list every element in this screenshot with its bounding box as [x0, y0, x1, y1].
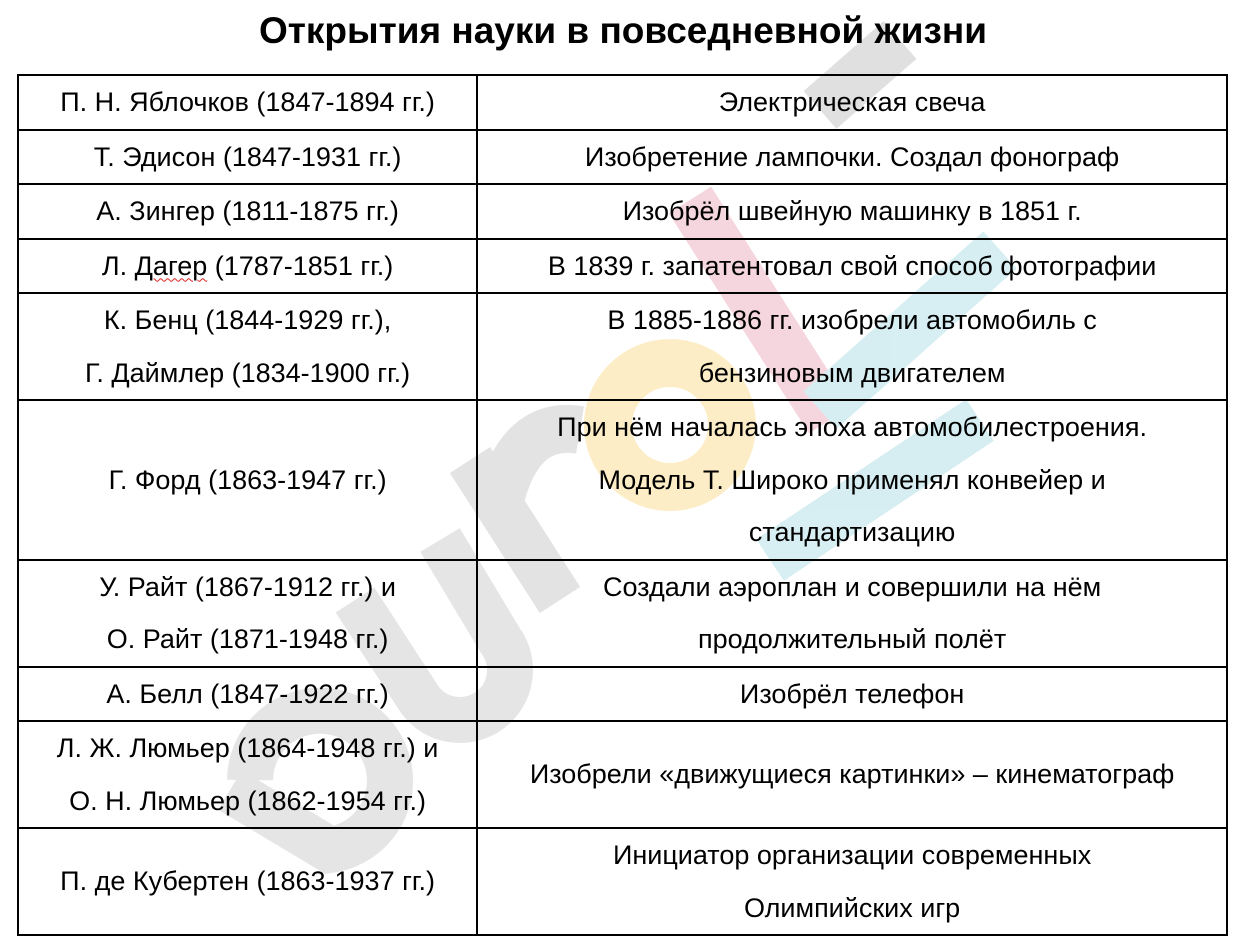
- description-line: бензиновым двигателем: [698, 357, 1006, 388]
- description-line: Создали аэроплан и совершили на нём: [602, 571, 1102, 602]
- description-line: Изобрели «движущиеся картинки» – кинематограф: [529, 759, 1175, 790]
- person-line: О. Райт (1871-1948 гг.): [106, 624, 389, 654]
- person-cell: [18, 721, 477, 828]
- table-row: [18, 828, 1227, 935]
- description-line: Изобретение лампочки. Создал фонограф: [584, 141, 1120, 172]
- description-line: Олимпийских игр: [743, 892, 961, 923]
- person-line: Л. Ж. Люмьер (1864-1948 гг.) и: [56, 733, 439, 763]
- table-row: [18, 721, 1227, 828]
- person-cell: [18, 560, 477, 667]
- description-cell: [477, 828, 1227, 935]
- table-row: [18, 239, 1227, 294]
- person-cell: [18, 293, 477, 400]
- person-cell: [18, 184, 477, 239]
- person-line: [25, 240, 470, 293]
- description-line: стандартизацию: [748, 517, 956, 547]
- table-row: [18, 75, 1227, 130]
- description-line: В 1839 г. запатентовал свой способ фотографии: [547, 250, 1157, 281]
- table-row: [18, 667, 1227, 722]
- description-cell: [477, 239, 1227, 294]
- person-line: О. Н. Люмьер (1862-1954 гг.): [69, 785, 426, 816]
- description-cell: [477, 293, 1227, 400]
- spellcheck-marked-word: Дагер: [134, 250, 208, 281]
- person-years: (1787-1851 гг.): [207, 250, 394, 281]
- person-line: А. Зингер (1811-1875 гг.): [96, 196, 399, 226]
- person-cell: [18, 130, 477, 185]
- table-row: [18, 130, 1227, 185]
- description-line: Изобрёл телефон: [739, 678, 965, 709]
- table-row: [18, 184, 1227, 239]
- person-cell: [18, 667, 477, 722]
- table-row: [18, 400, 1227, 560]
- person-line: П. Н. Яблочков (1847-1894 гг.): [60, 87, 435, 117]
- person-line: Г. Форд (1863-1947 гг.): [108, 464, 387, 495]
- description-cell: [477, 667, 1227, 722]
- person-line: У. Райт (1867-1912 гг.) и: [99, 571, 396, 602]
- description-cell: [477, 75, 1227, 130]
- description-line: Модель Т. Широко применял конвейер и: [598, 464, 1106, 495]
- person-line: Т. Эдисон (1847-1931 гг.): [93, 141, 402, 172]
- person-line: А. Белл (1847-1922 гг.): [106, 678, 389, 709]
- person-cell: [18, 400, 477, 560]
- description-cell: [477, 560, 1227, 667]
- description-line: Инициатор организации современных: [612, 840, 1092, 870]
- description-line: В 1885-1886 гг. изобрели автомобиль с: [607, 305, 1097, 335]
- description-cell: [477, 130, 1227, 185]
- description-line: Изобрёл швейную машинку в 1851 г.: [622, 196, 1082, 226]
- discoveries-table: [17, 74, 1228, 936]
- table-row: [18, 293, 1227, 400]
- person-initial: Л.: [101, 250, 135, 281]
- description-line: продолжительный полёт: [697, 624, 1007, 654]
- person-line: П. де Кубертен (1863-1937 гг.): [60, 866, 435, 897]
- person-cell: [18, 239, 477, 294]
- description-cell: [477, 184, 1227, 239]
- person-line: К. Бенц (1844-1929 гг.),: [103, 305, 392, 335]
- person-cell: [18, 75, 477, 130]
- description-line: При нём началась эпоха автомобилестроения.: [557, 412, 1148, 442]
- table-row: [18, 560, 1227, 667]
- description-line: Электрическая свеча: [718, 87, 986, 117]
- person-line: Г. Даймлер (1834-1900 гг.): [85, 357, 411, 388]
- description-cell: [477, 721, 1227, 828]
- person-cell: [18, 828, 477, 935]
- description-cell: [477, 400, 1227, 560]
- page-title: Открытия науки в повседневной жизни: [259, 10, 987, 51]
